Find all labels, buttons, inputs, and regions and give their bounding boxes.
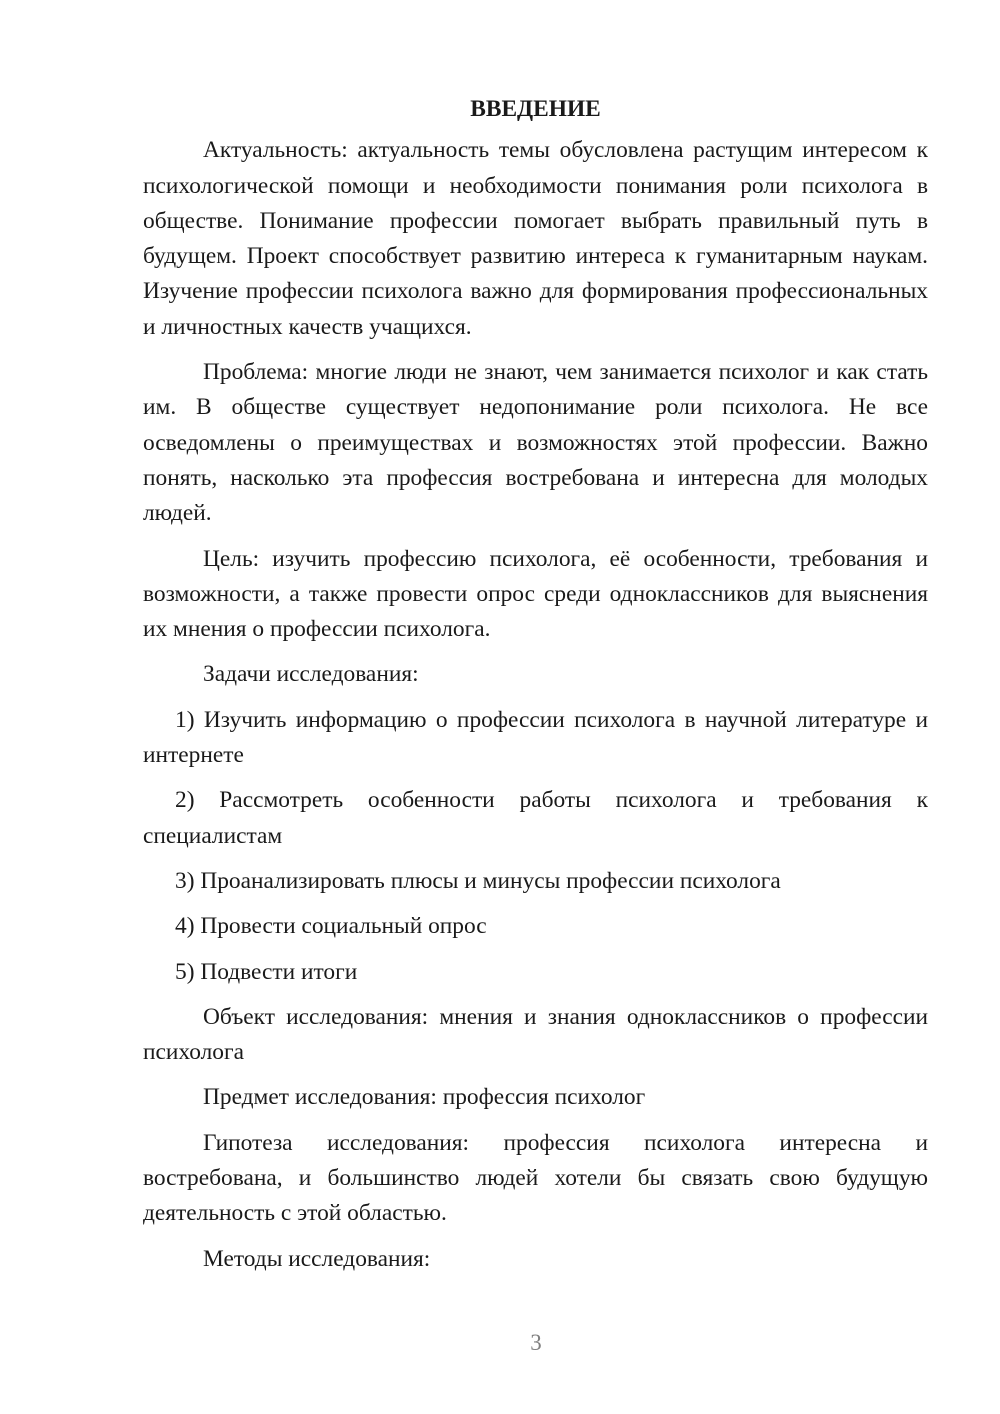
paragraph-problem: Проблема: многие люди не знают, чем занимается психолог и как стать им. В обществе существует недопонимание роли психолога. Не все осведомлены о преимуществах и возможностях этой профессии. Важно понять, насколько эта профессия востребована и интересна для молодых людей. [143, 359, 928, 527]
paragraph-relevance: Актуальность: актуальность темы обусловлена растущим интересом к психологической помощи и необходимости понимания роли психолога в обществе. Понимание профессии помогает выбрать правильный путь в будущем. Проект способствует развитию интереса к гуманитарным наукам. Изучение профессии психолога важно для формирования профессиональных и личностных качеств учащихся. [143, 137, 928, 340]
section-heading: ВВЕДЕНИЕ [470, 96, 601, 122]
task-item-1: 1) Изучить информацию о профессии психолога в научной литературе и интернете [143, 706, 928, 769]
tasks-title: Задачи исследования: [203, 661, 419, 688]
paragraph-goal: Цель: изучить профессию психолога, её особенности, требования и возможности, а также провести опрос среди одноклассников для выяснения их мнения о профессии психолога. [143, 545, 928, 643]
paragraph-object: Объект исследования: мнения и знания одноклассников о профессии психолога [143, 1003, 928, 1066]
task-item-3: 3) Проанализировать плюсы и минусы профессии психолога [175, 867, 781, 894]
task-item-2: 2) Рассмотреть особенности работы психолога и требования к специалистам [143, 787, 928, 849]
paragraph-hypothesis: Гипотеза исследования: профессия психолога интересна и востребована, и большинство людей хотели бы связать свою будущую деятельность с этой областью. [143, 1129, 928, 1227]
page-content [143, 92, 928, 1287]
task-item-4: 4) Провести социальный опрос [175, 913, 487, 940]
methods-title: Методы исследования: [203, 1245, 431, 1272]
task-item-5: 5) Подвести итоги [175, 958, 358, 985]
paragraph-subject: Предмет исследования: профессия психолог [203, 1084, 646, 1111]
page-number: 3 [530, 1330, 542, 1355]
